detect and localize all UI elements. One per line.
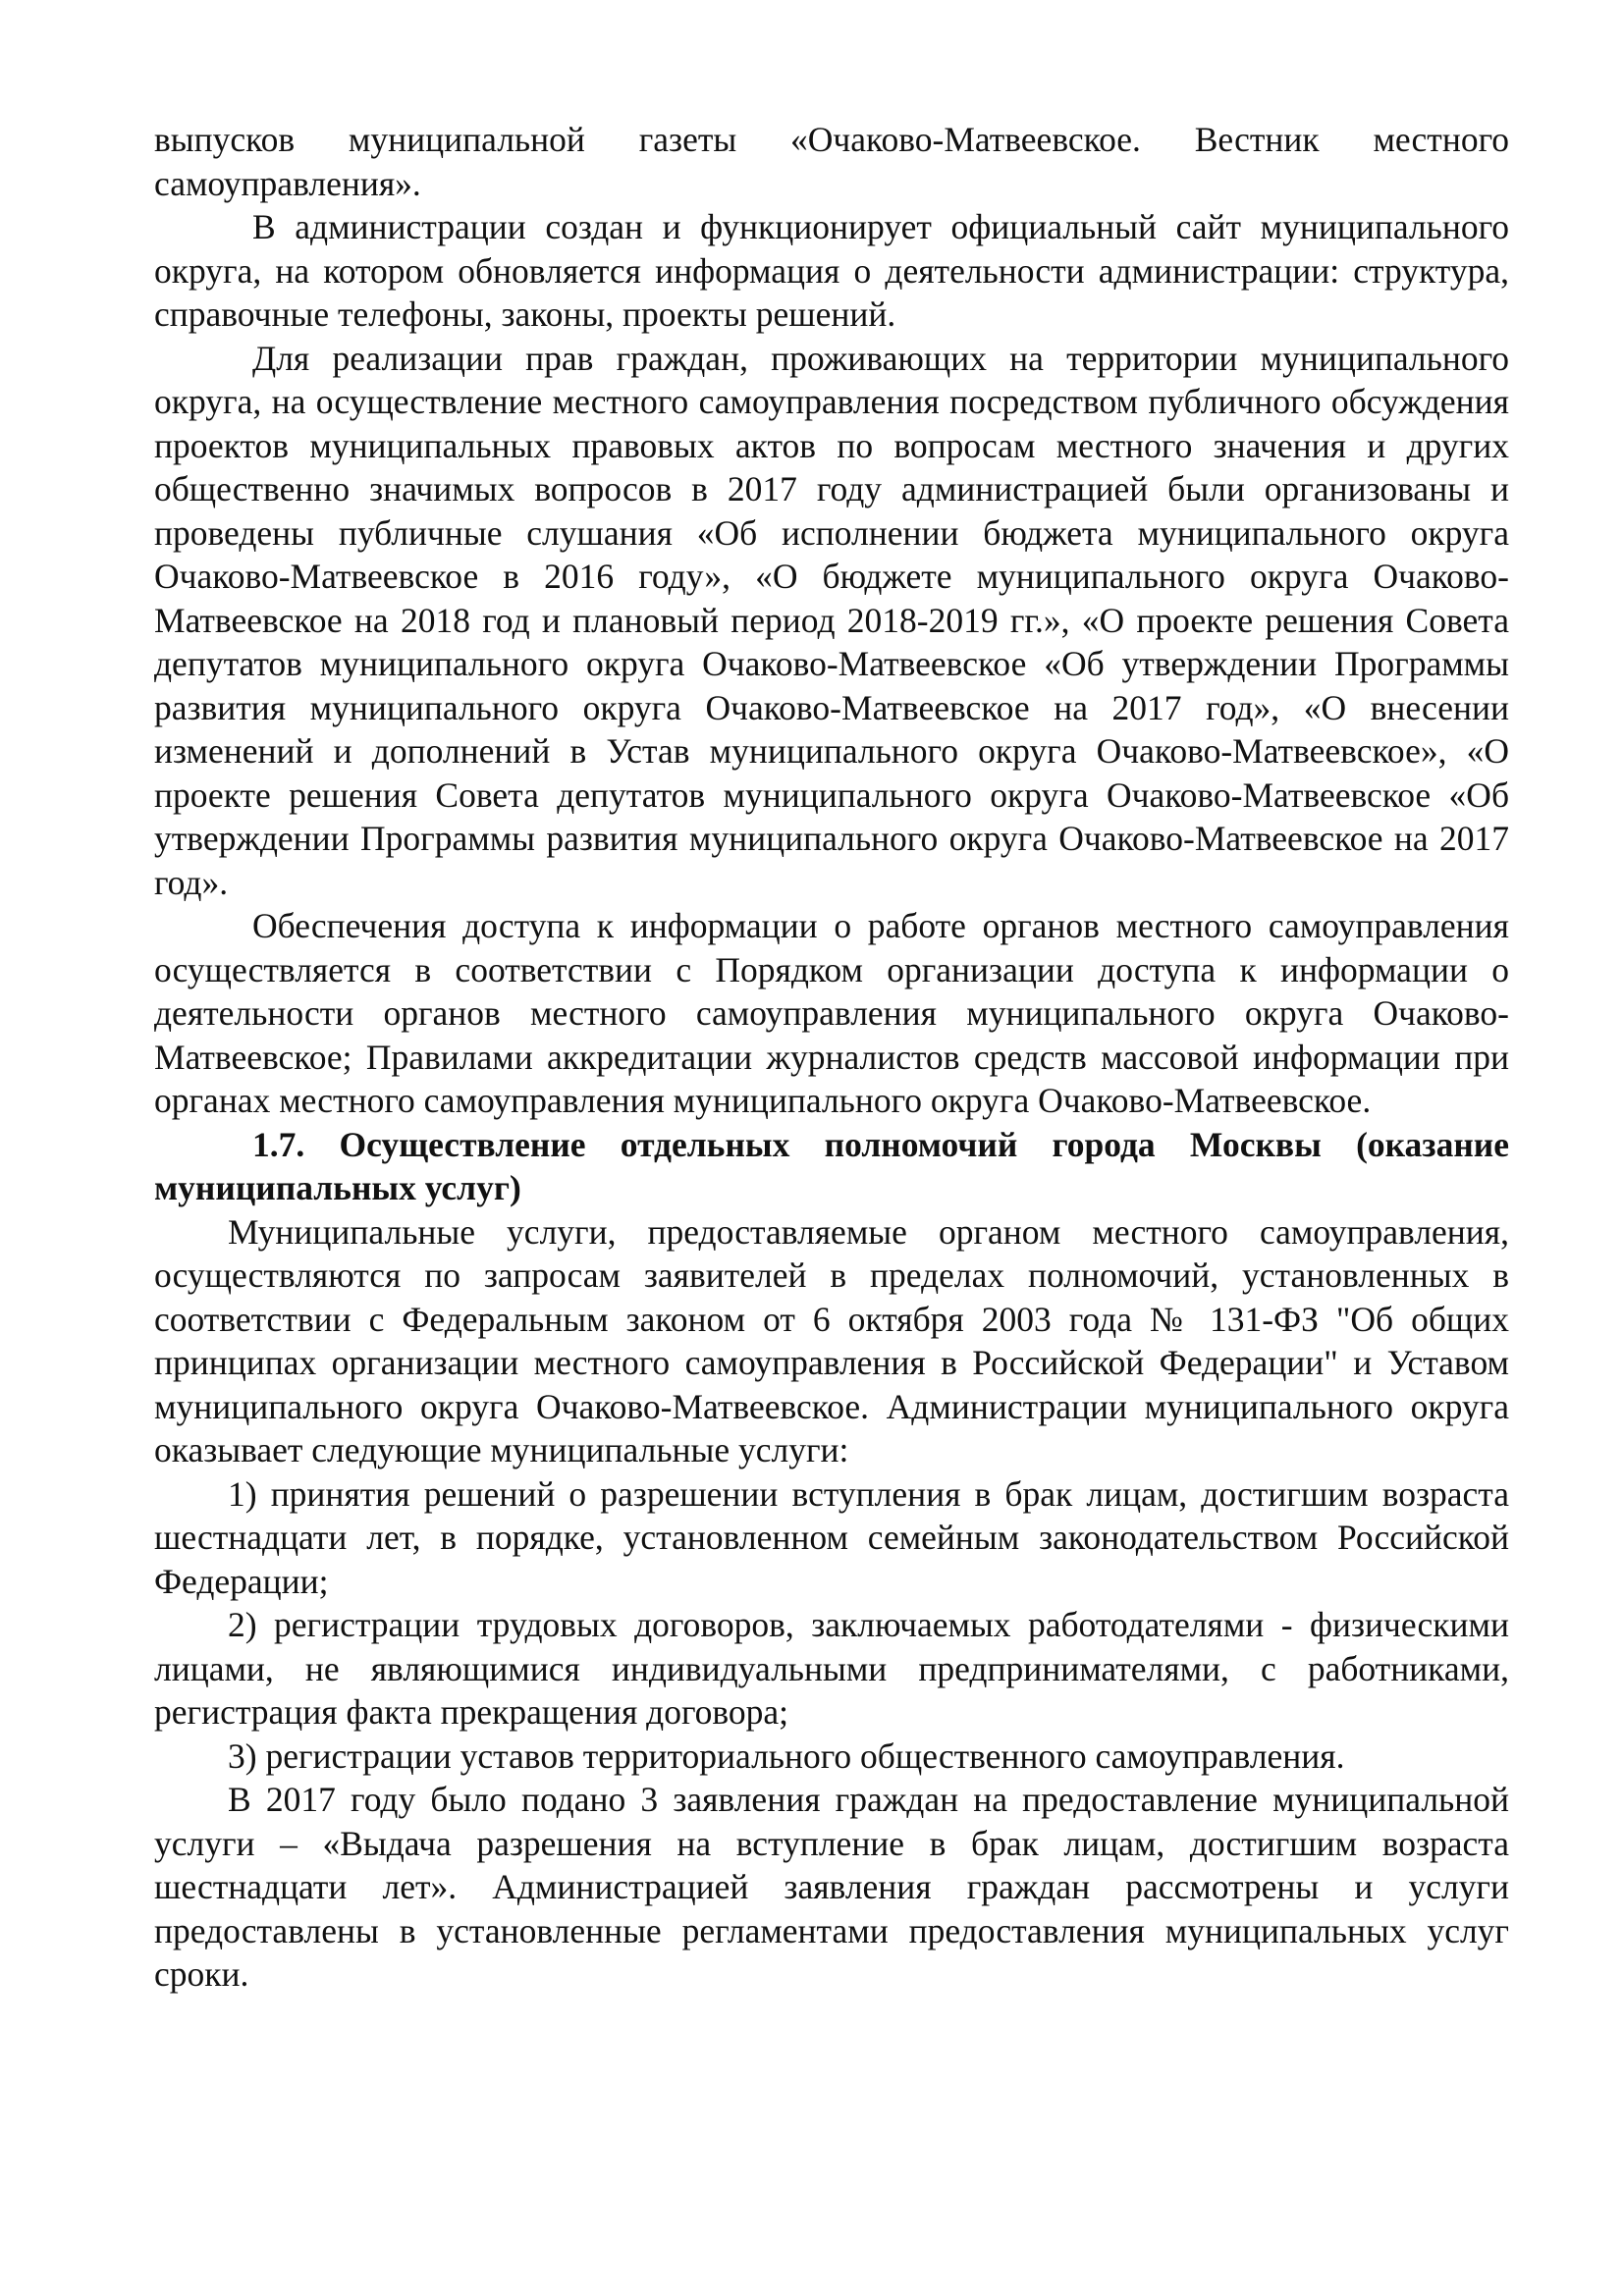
list-item-service-2: 2) регистрации трудовых договоров, заключаемых работодателями - физическими лицами, не являющимися индивидуальными предпринимателями, с работниками, регистрация факта прекращения договора; bbox=[154, 1605, 1509, 1732]
paragraph-newspaper: выпусков муниципальной газеты «Очаково-Матвеевское. Вестник местного самоуправления». bbox=[154, 120, 1509, 203]
document-page bbox=[154, 118, 1509, 1997]
section-heading: 1.7. Осуществление отдельных полномочий города Москвы (оказание муниципальных услуг) bbox=[154, 1124, 1509, 1207]
list-item-service-1: 1) принятия решений о разрешении вступления в брак лицам, достигшим возраста шестнадцати лет, в порядке, установленном семейным законодательством Российской Федерации; bbox=[154, 1473, 1509, 1601]
paragraph-public-hearings: Для реализации прав граждан, проживающих на территории муниципального округа, на осуществление местного самоуправления посредством публичного обсуждения проектов муниципальных правовых актов по вопросам местного значения и других общественно значимых вопросов в 2017 году администрацией были организованы и проведены публичные слушания «Об исполнении бюджета муниципального округа Очаково-Матвеевское в 2016 году», «О бюджете муниципального округа Очаково-Матвеевское на 2018 год и плановый период 2018-2019 гг.», «О проекте решения Совета депутатов муниципального округа Очаково-Матвеевское «Об утверждении Программы развития муниципального округа Очаково-Матвеевское на 2017 год», «О внесении изменений и дополнений в Устав муниципального округа Очаково-Матвеевское», «О проекте решения Совета депутатов муниципального округа Очаково-Матвеевское «Об утверждении Программы развития муниципального округа Очаково-Матвеевское на 2017 год». bbox=[154, 338, 1509, 902]
list-item-service-3: 3) регистрации уставов территориального общественного самоуправления. bbox=[228, 1735, 1345, 1776]
paragraph-information-access: Обеспечения доступа к информации о работе органов местного самоуправления осуществляется в соответствии с Порядком организации доступа к информации о деятельности органов местного самоуправления муниципального округа Очаково-Матвеевское; Правилами аккредитации журналистов средств массовой информации при органах местного самоуправления муниципального округа Очаково-Матвеевское. bbox=[154, 906, 1509, 1120]
paragraph-closing: В 2017 году было подано 3 заявления граждан на предоставление муниципальной услуги – «Выдача разрешения на вступление в брак лицам, достигшим возраста шестнадцати лет». Администрацией заявления граждан рассмотрены и услуги предоставлены в установленные регламентами предоставления муниципальных услуг сроки. bbox=[154, 1780, 1509, 1994]
paragraph-website: В администрации создан и функционирует официальный сайт муниципального округа, на котором обновляется информация о деятельности администрации: структура, справочные телефоны, законы, проекты решений. bbox=[154, 207, 1509, 334]
paragraph-services-intro: Муниципальные услуги, предоставляемые органом местного самоуправления, осуществляются по запросам заявителей в пределах полномочий, установленных в соответствии с Федеральным законом от 6 октября 2003 года № 131-ФЗ "Об общих принципах организации местного самоуправления в Российской Федерации" и Уставом муниципального округа Очаково-Матвеевское. Администрации муниципального округа оказывает следующие муниципальные услуги: bbox=[154, 1211, 1509, 1469]
